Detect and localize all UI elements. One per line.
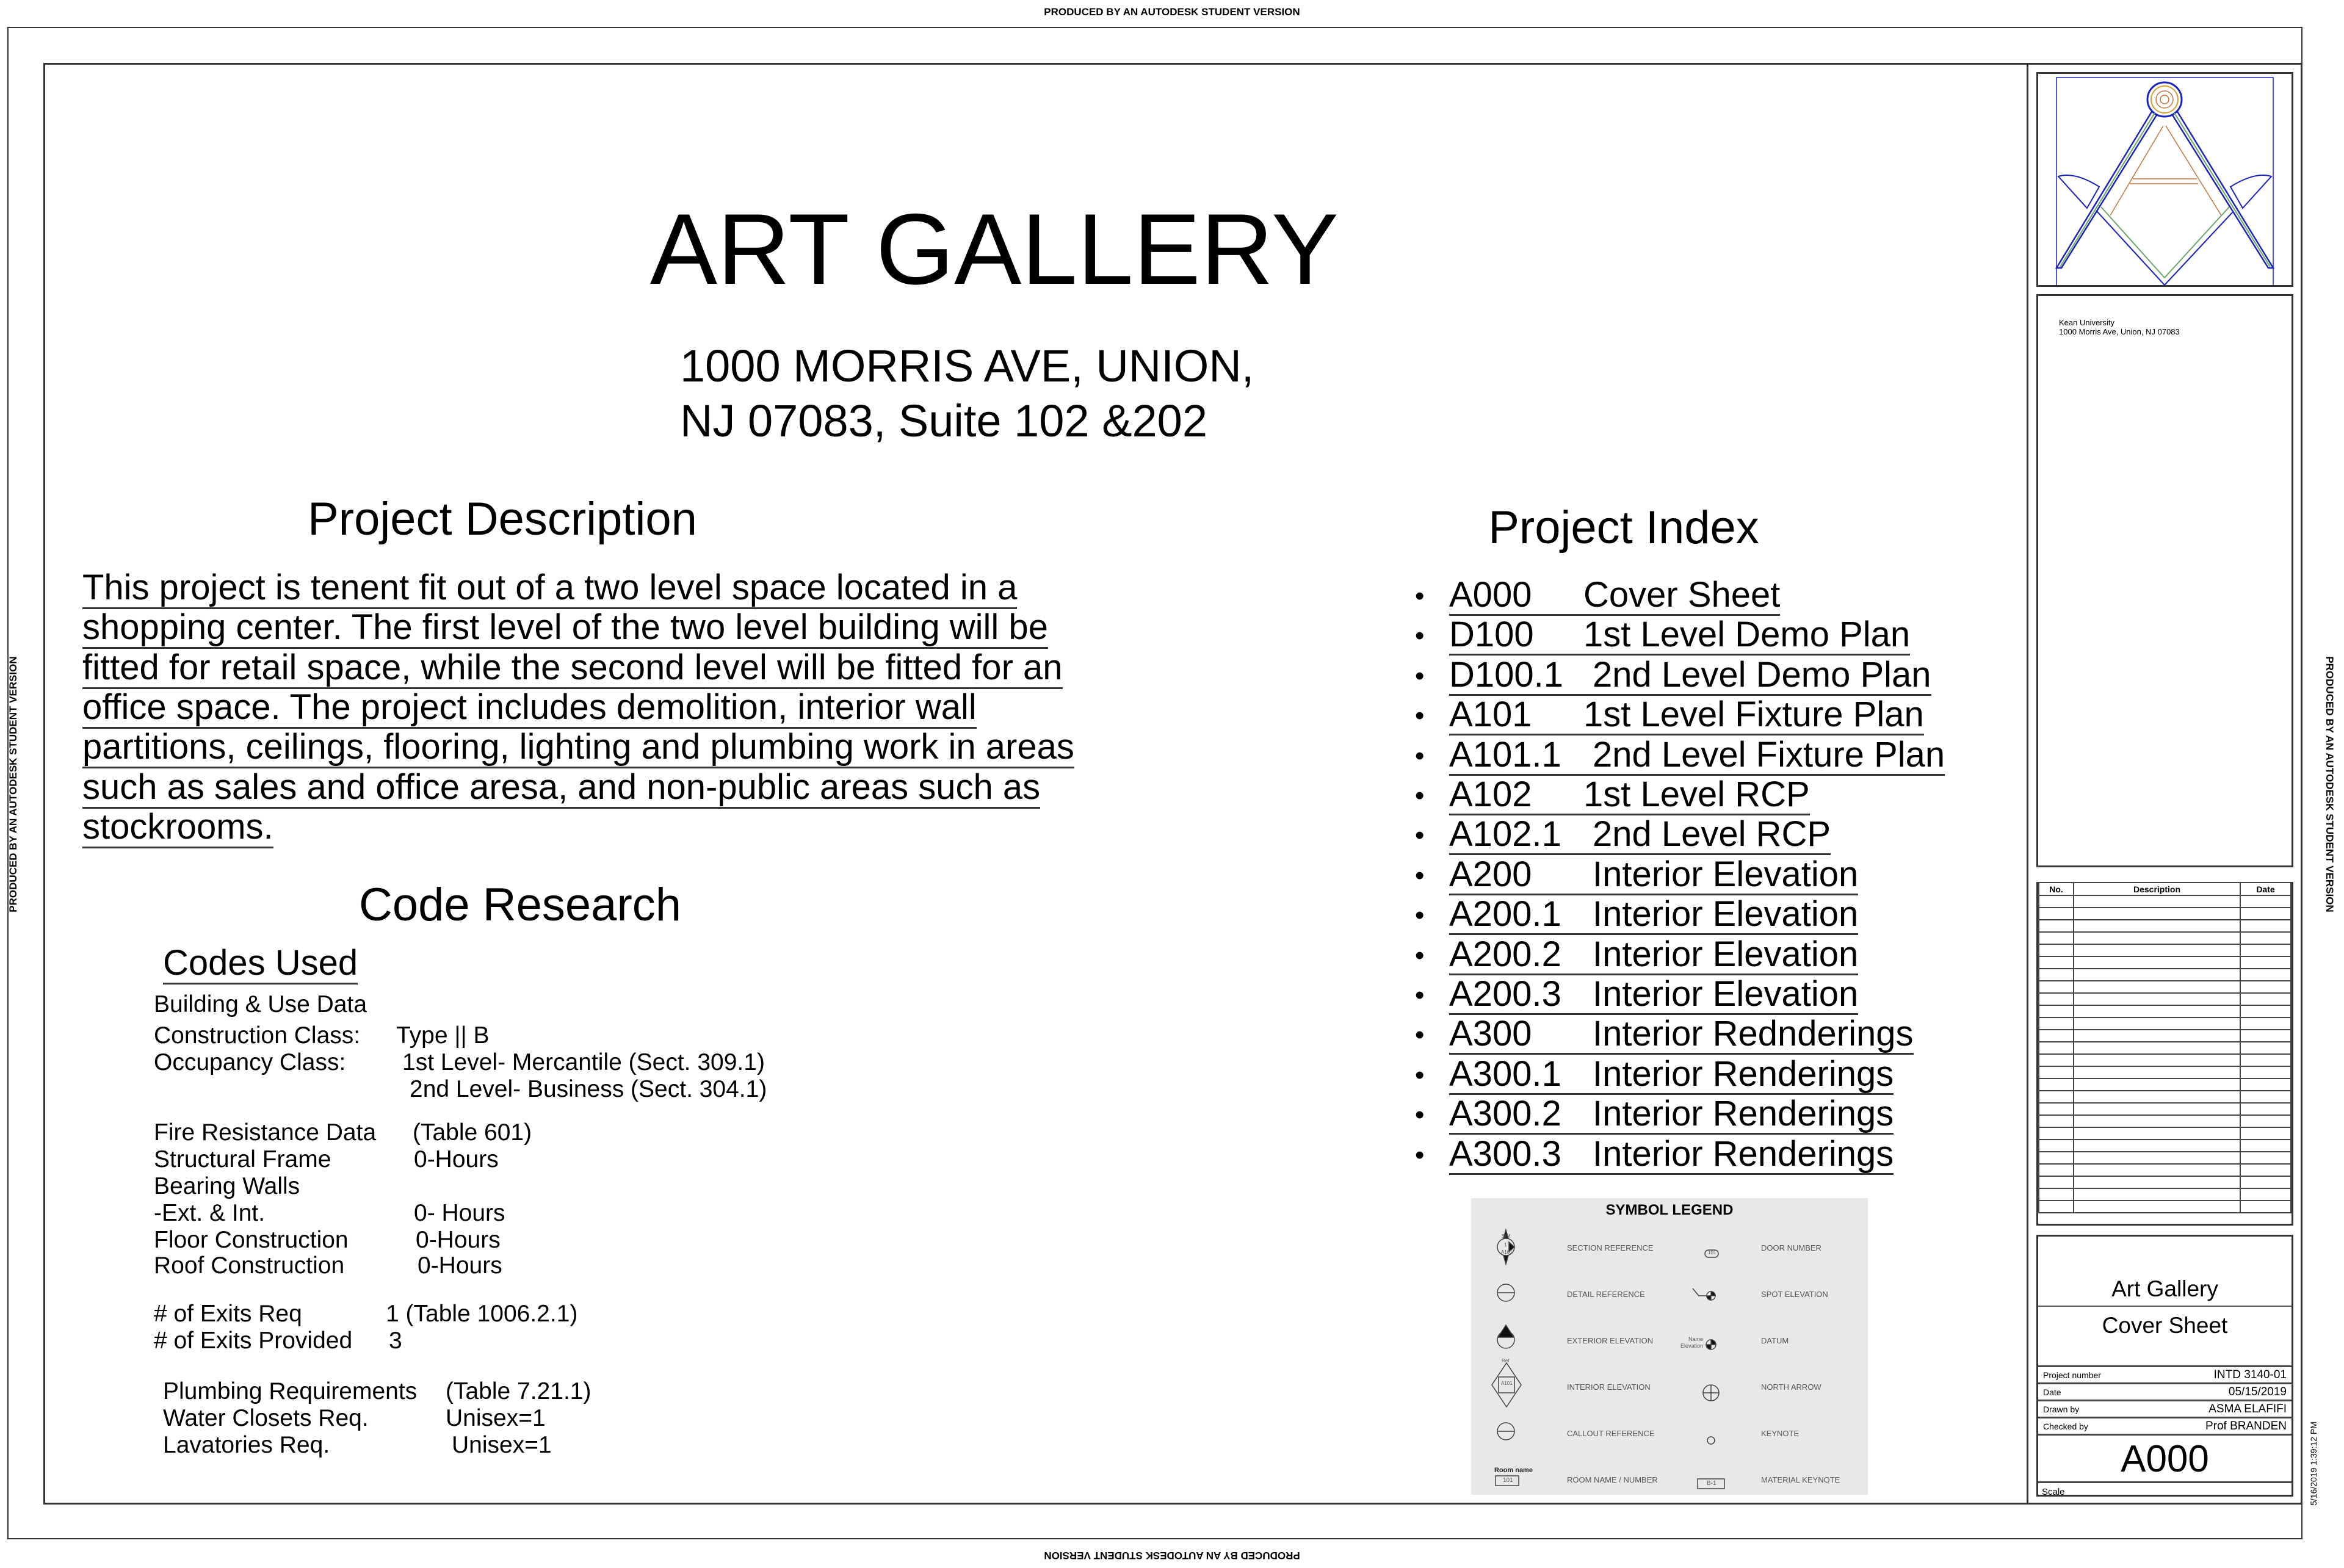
ref-label: Ref: [1502, 1358, 1510, 1364]
legend-label: MATERIAL KEYNOTE: [1761, 1475, 1840, 1484]
revision-cell: [2039, 1140, 2074, 1152]
revision-cell: [2074, 1005, 2240, 1017]
index-item-underline: [1449, 1095, 1894, 1135]
revision-cell: [2240, 993, 2291, 1005]
revision-cell: [2039, 1091, 2074, 1103]
revision-cell: [2039, 895, 2074, 908]
field-value: ASMA ELAFIFI: [2208, 1402, 2287, 1415]
index-code: A200.3: [1449, 974, 1561, 1014]
revision-header-description: Description: [2074, 883, 2240, 895]
bullet-icon: •: [1415, 1140, 1425, 1170]
sheet-name: Cover Sheet: [2038, 1306, 2292, 1365]
field-label: Checked by: [2043, 1421, 2088, 1431]
occupancy-class-label: Occupancy Class:: [154, 1049, 346, 1075]
index-code: A200.2: [1449, 934, 1561, 974]
sheet-info-box: [2036, 1235, 2293, 1497]
bullet-icon: •: [1415, 781, 1425, 811]
bullet-icon: •: [1415, 1100, 1425, 1130]
revision-cell: [2240, 908, 2291, 920]
description-line: fitted for retail space, while the second level will be fitted for an: [82, 649, 1063, 689]
revision-cell: [2039, 1103, 2074, 1115]
revision-row: [2039, 1005, 2291, 1017]
watermark-right: PRODUCED BY AN AUTODESK STUDENT VERSION: [2324, 656, 2335, 912]
index-item-underline: [1449, 736, 1945, 776]
revision-cell: [2074, 932, 2240, 944]
roof-construction-value: 0-Hours: [418, 1252, 502, 1279]
revision-cell: [2039, 993, 2074, 1005]
index-code: A102.1: [1449, 814, 1561, 854]
revision-cell: [2240, 1017, 2291, 1030]
revision-cell: [2074, 1017, 2240, 1030]
revision-row: [2039, 1152, 2291, 1164]
revision-cell: [2240, 1054, 2291, 1066]
revision-row: [2039, 1017, 2291, 1030]
revision-row: [2039, 920, 2291, 932]
revision-cell: [2240, 944, 2291, 956]
revision-cell: [2074, 1091, 2240, 1103]
revision-row: [2039, 944, 2291, 956]
spot-elevation-icon: [1693, 1288, 1715, 1300]
occupancy-class-value-1: 1st Level- Mercantile (Sect. 309.1): [402, 1049, 765, 1075]
field-label: Drawn by: [2043, 1404, 2080, 1414]
field-label: Date: [2043, 1387, 2061, 1397]
room-number-label: 101: [1503, 1477, 1513, 1484]
exits-provided-label: # of Exits Provided: [154, 1328, 353, 1354]
revision-cell: [2240, 895, 2291, 908]
revision-cell: [2039, 944, 2074, 956]
description-line: office space. The project includes demolition, interior wall: [82, 688, 977, 729]
watermark-bottom: PRODUCED BY AN AUTODESK STUDENT VERSION: [1044, 1550, 1300, 1561]
revision-row: [2039, 932, 2291, 944]
bullet-icon: •: [1415, 621, 1425, 651]
index-item-underline: [1449, 776, 1810, 815]
index-item-underline: [1449, 975, 1858, 1015]
legend-label: CALLOUT REFERENCE: [1567, 1429, 1655, 1438]
lavatories-label: Lavatories Req.: [163, 1432, 330, 1458]
index-name: 2nd Level RCP: [1593, 814, 1831, 854]
revision-cell: [2240, 969, 2291, 981]
description-line: partitions, ceilings, flooring, lighting and plumbing work in areas: [82, 728, 1074, 768]
interior-sheet-label: A101: [1501, 1381, 1513, 1386]
revision-cell: [2039, 932, 2074, 944]
field-label: Project number: [2043, 1370, 2101, 1380]
legend-label: SECTION REFERENCE: [1567, 1243, 1654, 1252]
index-code: A101: [1449, 695, 1532, 735]
construction-class-label: Construction Class:: [154, 1022, 361, 1049]
description-line: shopping center. The first level of the two level building will be: [82, 609, 1048, 649]
index-name: Interior Rednderings: [1593, 1014, 1914, 1054]
bullet-icon: •: [1415, 940, 1425, 970]
scale-label: Scale: [2038, 1481, 2292, 1501]
revision-cell: [2240, 1066, 2291, 1078]
revision-cell: [2240, 1005, 2291, 1017]
revision-cell: [2240, 1152, 2291, 1164]
revision-row: [2039, 1030, 2291, 1042]
revision-cell: [2039, 1054, 2074, 1066]
index-code: A102: [1449, 775, 1532, 814]
index-name: 2nd Level Fixture Plan: [1593, 734, 1945, 775]
index-code: A101.1: [1449, 734, 1561, 775]
revision-cell: [2240, 1091, 2291, 1103]
sheet-label: A101: [1501, 1249, 1513, 1255]
callout-reference-icon: [1497, 1423, 1514, 1440]
code-research-heading: Code Research: [358, 879, 682, 931]
sheet-number: A000: [2038, 1434, 2292, 1481]
lavatories-value: Unisex=1: [452, 1432, 552, 1458]
index-code: A000: [1449, 575, 1532, 615]
revision-cell: [2240, 1078, 2291, 1091]
revision-cell: [2039, 956, 2074, 969]
revision-cell: [2074, 1078, 2240, 1091]
keynote-icon: [1707, 1437, 1715, 1444]
title-block-field: [2038, 1417, 2292, 1434]
symbol-legend-title: SYMBOL LEGEND: [1605, 1202, 1734, 1218]
index-name: Interior Renderings: [1593, 1053, 1894, 1094]
revision-cell: [2240, 1164, 2291, 1176]
exits-provided-value: 3: [389, 1328, 402, 1354]
revision-cell: [2074, 1127, 2240, 1140]
project-index-heading: Project Index: [1488, 502, 1759, 554]
legend-label: ROOM NAME / NUMBER: [1567, 1475, 1658, 1484]
exterior-elevation-icon: [1497, 1325, 1514, 1348]
index-name: Interior Elevation: [1593, 934, 1859, 974]
bullet-icon: •: [1415, 860, 1425, 891]
construction-class-value: Type || B: [396, 1022, 490, 1049]
revision-cell: [2240, 981, 2291, 993]
index-name: 1st Level Demo Plan: [1583, 615, 1911, 655]
index-name: 1st Level RCP: [1583, 775, 1810, 814]
revision-cell: [2074, 1030, 2240, 1042]
revision-cell: [2240, 1115, 2291, 1127]
bullet-icon: •: [1415, 660, 1425, 691]
field-value: 05/15/2019: [2228, 1385, 2287, 1398]
index-code: A300.2: [1449, 1094, 1561, 1134]
project-title: ART GALLERY: [649, 193, 1339, 305]
logo-box: [2036, 72, 2293, 287]
index-item-underline: [1449, 616, 1910, 656]
index-item-underline: [1449, 815, 1831, 855]
revision-cell: [2074, 895, 2240, 908]
revision-cell: [2240, 1176, 2291, 1188]
building-use-label: Building & Use Data: [154, 991, 367, 1017]
revision-cell: [2240, 1030, 2291, 1042]
revision-header-no: No.: [2039, 883, 2074, 895]
index-item-underline: [1449, 656, 1931, 696]
index-code: A300: [1449, 1014, 1532, 1054]
revision-cell: [2039, 969, 2074, 981]
symbol-legend-icons: [1471, 1198, 1868, 1495]
bullet-icon: •: [1415, 1060, 1425, 1090]
revision-row: [2039, 895, 2291, 908]
revision-row: [2039, 1188, 2291, 1201]
revision-row: [2039, 1127, 2291, 1140]
sim-label: SIM: [1502, 1234, 1511, 1239]
index-item-underline: [1449, 895, 1858, 935]
revision-cell: [2039, 1152, 2074, 1164]
exits-req-value: 1 (Table 1006.2.1): [386, 1301, 578, 1327]
field-value: Prof BRANDEN: [2205, 1419, 2287, 1433]
client-address: 1000 Morris Ave, Union, NJ 07083: [2059, 327, 2180, 336]
fire-resistance-label: Fire Resistance Data: [154, 1119, 377, 1146]
revision-cell: [2074, 1152, 2240, 1164]
revision-cell: [2074, 981, 2240, 993]
revision-header-row: [2039, 883, 2291, 895]
revision-cell: [2074, 1054, 2240, 1066]
legend-label: KEYNOTE: [1761, 1429, 1800, 1438]
revision-row: [2039, 1091, 2291, 1103]
description-line: stockrooms.: [82, 808, 273, 848]
legend-label: INTERIOR ELEVATION: [1567, 1382, 1651, 1392]
num-label: 1: [1504, 1242, 1507, 1248]
roof-construction-label: Roof Construction: [154, 1252, 345, 1279]
index-name: 1st Level Fixture Plan: [1583, 695, 1924, 735]
revision-cell: [2074, 969, 2240, 981]
revision-row: [2039, 1176, 2291, 1188]
detail-reference-icon: [1497, 1284, 1514, 1301]
revision-cell: [2039, 1164, 2074, 1176]
door-tag-label: 101: [1708, 1250, 1716, 1255]
title-block-field: [2038, 1365, 2292, 1382]
revision-cell: [2240, 1201, 2291, 1213]
revision-row: [2039, 1042, 2291, 1054]
revision-row: [2039, 1164, 2291, 1176]
plot-timestamp: 5/16/2019 1:39:12 PM: [2309, 1422, 2318, 1506]
revision-cell: [2240, 956, 2291, 969]
index-name: Interior Renderings: [1593, 1133, 1894, 1174]
revision-row: [2039, 1103, 2291, 1115]
revision-cell: [2074, 1188, 2240, 1201]
revision-cell: [2039, 1127, 2074, 1140]
index-item-underline: [1449, 936, 1858, 975]
revision-cell: [2039, 1188, 2074, 1201]
project-name: Art Gallery: [2111, 1276, 2218, 1301]
client-name: Kean University: [2059, 318, 2115, 327]
index-code: A300.3: [1449, 1133, 1561, 1174]
revision-cell: [2074, 1115, 2240, 1127]
index-name: Interior Elevation: [1593, 854, 1859, 894]
revision-cell: [2074, 1066, 2240, 1078]
material-tag-label: B-1: [1707, 1480, 1716, 1487]
symbol-legend: [1471, 1198, 1868, 1495]
bullet-icon: •: [1415, 740, 1425, 771]
revision-cell: [2039, 1078, 2074, 1091]
revision-row: [2039, 1078, 2291, 1091]
occupancy-class-value-2: 2nd Level- Business (Sect. 304.1): [410, 1076, 767, 1102]
index-item-underline: [1449, 576, 1780, 616]
revision-row: [2039, 1115, 2291, 1127]
index-name: Cover Sheet: [1583, 575, 1781, 615]
datum-name-label: Name: [1688, 1336, 1703, 1342]
revision-cell: [2039, 920, 2074, 932]
legend-label: NORTH ARROW: [1761, 1382, 1821, 1392]
client-box: [2036, 294, 2293, 867]
index-item-underline: [1449, 696, 1924, 735]
watermark-top: PRODUCED BY AN AUTODESK STUDENT VERSION: [1044, 6, 1300, 18]
water-closets-value: Unisex=1: [446, 1405, 546, 1431]
revision-cell: [2039, 981, 2074, 993]
revision-row: [2039, 1066, 2291, 1078]
revision-cell: [2240, 1042, 2291, 1054]
legend-label: DOOR NUMBER: [1761, 1243, 1821, 1252]
exits-req-label: # of Exits Req: [154, 1301, 302, 1327]
revision-cell: [2074, 908, 2240, 920]
revision-row: [2039, 1054, 2291, 1066]
floor-construction-label: Floor Construction: [154, 1227, 349, 1253]
revision-cell: [2039, 1005, 2074, 1017]
revision-cell: [2039, 1017, 2074, 1030]
datum-elevation-label: Elevation: [1680, 1343, 1703, 1349]
description-line: such as sales and office aresa, and non-public areas such as: [82, 768, 1040, 809]
revision-cell: [2074, 1176, 2240, 1188]
legend-label: DETAIL REFERENCE: [1567, 1290, 1645, 1299]
revision-cell: [2240, 1103, 2291, 1115]
floor-construction-value: 0-Hours: [416, 1227, 501, 1253]
description-line: This project is tenent fit out of a two level space located in a: [82, 569, 1017, 609]
index-item-underline: [1449, 1015, 1914, 1055]
revision-cell: [2039, 1176, 2074, 1188]
bearing-walls-label: Bearing Walls: [154, 1173, 300, 1199]
structural-frame-label: Structural Frame: [154, 1146, 331, 1172]
index-name: Interior Elevation: [1593, 894, 1859, 934]
bullet-icon: •: [1415, 581, 1425, 611]
index-name: Interior Renderings: [1593, 1094, 1894, 1134]
title-block-divider: [2027, 63, 2028, 1505]
revision-cell: [2039, 1201, 2074, 1213]
revision-cell: [2074, 956, 2240, 969]
revision-row: [2039, 1201, 2291, 1213]
field-value: INTD 3140-01: [2213, 1368, 2287, 1381]
revision-cell: [2240, 920, 2291, 932]
revision-cell: [2074, 993, 2240, 1005]
project-description-heading: Project Description: [308, 493, 697, 545]
revision-cell: [2074, 1164, 2240, 1176]
revision-cell: [2240, 1140, 2291, 1152]
title-block-field: [2038, 1400, 2292, 1417]
revision-cell: [2074, 1140, 2240, 1152]
index-item-underline: [1449, 1055, 1894, 1095]
index-item-underline: [1449, 856, 1858, 895]
ext-int-value: 0- Hours: [414, 1200, 505, 1226]
index-code: A200: [1449, 854, 1532, 894]
revision-header-date: Date: [2240, 883, 2291, 895]
title-block-field: [2038, 1382, 2292, 1400]
revision-cell: [2240, 932, 2291, 944]
index-code: A200.1: [1449, 894, 1561, 934]
revision-cell: [2039, 1042, 2074, 1054]
ext-int-label: -Ext. & Int.: [154, 1200, 266, 1226]
index-code: D100: [1449, 615, 1534, 655]
legend-label: SPOT ELEVATION: [1761, 1290, 1828, 1299]
bullet-icon: •: [1415, 820, 1425, 851]
datum-icon: [1706, 1340, 1716, 1349]
bullet-icon: •: [1415, 1020, 1425, 1050]
bullet-icon: •: [1415, 701, 1425, 731]
bullet-icon: •: [1415, 900, 1425, 931]
index-name: 2nd Level Demo Plan: [1593, 654, 1931, 695]
revision-cell: [2039, 1115, 2074, 1127]
revision-row: [2039, 908, 2291, 920]
revision-cell: [2240, 1127, 2291, 1140]
revision-cell: [2074, 1103, 2240, 1115]
index-name: Interior Elevation: [1593, 974, 1859, 1014]
address-line-2: NJ 07083, Suite 102 &202: [680, 396, 1207, 446]
revision-cell: [2039, 908, 2074, 920]
revision-cell: [2240, 1188, 2291, 1201]
revision-cell: [2039, 1030, 2074, 1042]
revision-row: [2039, 969, 2291, 981]
watermark-left: PRODUCED BY AN AUTODESK STUDENT VERSION: [7, 656, 19, 912]
revision-cell: [2074, 944, 2240, 956]
structural-frame-value: 0-Hours: [414, 1146, 499, 1172]
revision-cell: [2074, 920, 2240, 932]
index-code: A300.1: [1449, 1053, 1561, 1094]
revision-cell: [2074, 1042, 2240, 1054]
fire-resistance-value: (Table 601): [413, 1119, 532, 1146]
index-item-underline: [1449, 1135, 1894, 1175]
revision-row: [2039, 956, 2291, 969]
plumbing-value: (Table 7.21.1): [446, 1378, 591, 1404]
north-arrow-icon: [1703, 1385, 1719, 1401]
room-name-label: Room name: [1494, 1467, 1533, 1474]
revision-row: [2039, 981, 2291, 993]
revision-row: [2039, 1140, 2291, 1152]
bullet-icon: •: [1415, 980, 1425, 1010]
water-closets-label: Water Closets Req.: [163, 1405, 369, 1431]
revision-row: [2039, 993, 2291, 1005]
revision-cell: [2074, 1201, 2240, 1213]
revision-table: [2036, 882, 2293, 1226]
compass-square-logo: [2038, 74, 2292, 285]
legend-label: EXTERIOR ELEVATION: [1567, 1336, 1654, 1345]
index-code: D100.1: [1449, 654, 1564, 695]
legend-label: DATUM: [1761, 1336, 1789, 1345]
address-line-1: 1000 MORRIS AVE, UNION,: [680, 341, 1254, 391]
plumbing-label: Plumbing Requirements: [163, 1378, 418, 1404]
codes-used-heading: Codes Used: [163, 944, 358, 985]
revision-cell: [2039, 1066, 2074, 1078]
